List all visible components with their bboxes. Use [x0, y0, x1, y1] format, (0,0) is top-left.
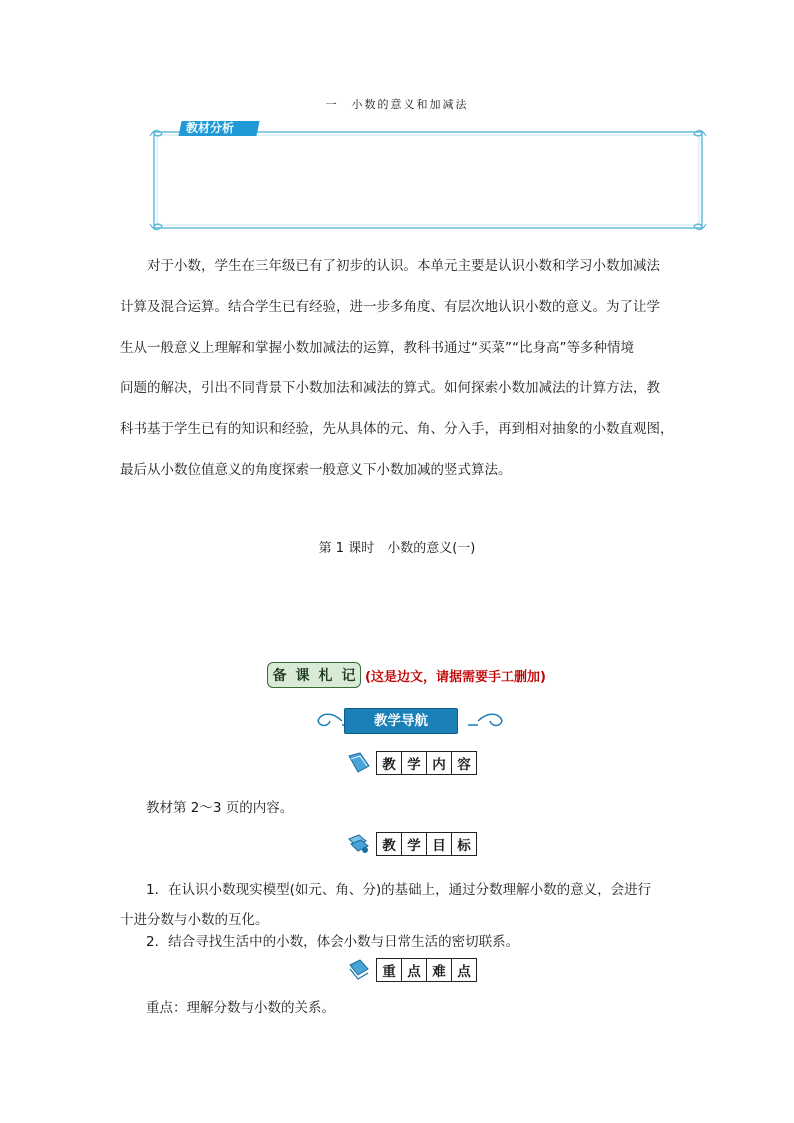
section-char: 标 [457, 838, 471, 854]
section-char: 目 [427, 833, 452, 855]
goal-1-line-1: 1．在认识小数现实模型(如元、角、分)的基础上，通过分数理解小数的意义，会进行 [146, 882, 652, 898]
section-char: 教 [377, 833, 402, 855]
section-title-content [376, 751, 477, 775]
teaching-nav-banner: 教学导航 [344, 708, 458, 734]
goal-2: 2．结合寻找生活中的小数，体会小数与日常生活的密切联系。 [146, 934, 520, 950]
section-char: 重 [377, 959, 402, 981]
intro-line: 计算及混合运算。结合学生已有经验，进一步多角度、有层次地认识小数的意义。为了让学 [120, 298, 660, 315]
intro-line: 最后从小数位值意义的角度探索一般意义下小数加减的竖式算法。 [120, 461, 512, 478]
intro-line: 生从一般意义上理解和掌握小数加减法的运算，教科书通过“买菜”“比身高”等多种情境 [120, 339, 634, 356]
prep-notes-char: 备 [272, 668, 287, 684]
analysis-frame [148, 126, 708, 234]
book-icon [346, 750, 372, 776]
section-title-goals [376, 832, 477, 856]
prep-notes-label [267, 662, 361, 688]
intro-line: 科书基于学生已有的知识和经验，先从具体的元、角、分入手，再到相对抽象的小数直观图， [120, 421, 674, 438]
section-char: 教 [377, 752, 402, 774]
analysis-label [178, 121, 259, 136]
intro-line: 问题的解决，引出不同背景下小数加法和减法的算式。如何探索小数加减法的计算方法，教 [120, 380, 660, 397]
intro-line: 对于小数，学生在三年级已有了初步的认识。本单元主要是认识小数和学习小数加减法 [147, 258, 660, 274]
goal-1-line-2: 十进分数与小数的互化。 [120, 912, 269, 928]
prep-notes-char: 记 [341, 668, 356, 684]
pages-icon [346, 831, 372, 857]
prep-notes-char: 课 [295, 668, 310, 684]
content-text: 教材第 2～3 页的内容。 [146, 800, 294, 816]
section-header-keypoints [346, 957, 477, 983]
section-char: 学 [402, 752, 427, 774]
prep-notes-note: (这是边文，请据需要手工删加) [365, 669, 546, 685]
analysis-label-text: 教材分析 [186, 121, 235, 135]
section-header-content [346, 750, 477, 776]
lesson-title: 第 1 课时 小数的意义(一) [318, 541, 476, 556]
prep-notes-char: 札 [318, 668, 333, 684]
intro-paragraph [120, 246, 680, 491]
section-char: 点 [402, 959, 427, 981]
section-char: 内 [427, 752, 452, 774]
section-header-goals [346, 831, 477, 857]
section-title-keypoints [376, 958, 477, 982]
section-char: 容 [457, 757, 471, 773]
chapter-header: 一 小数的意义和加减法 [325, 98, 469, 111]
section-char: 学 [402, 833, 427, 855]
prep-notes [267, 661, 546, 689]
section-char: 难 [427, 959, 452, 981]
key-points-text: 重点：理解分数与小数的关系。 [146, 1000, 335, 1016]
section-char: 点 [457, 964, 471, 980]
notebook-icon [346, 957, 372, 983]
